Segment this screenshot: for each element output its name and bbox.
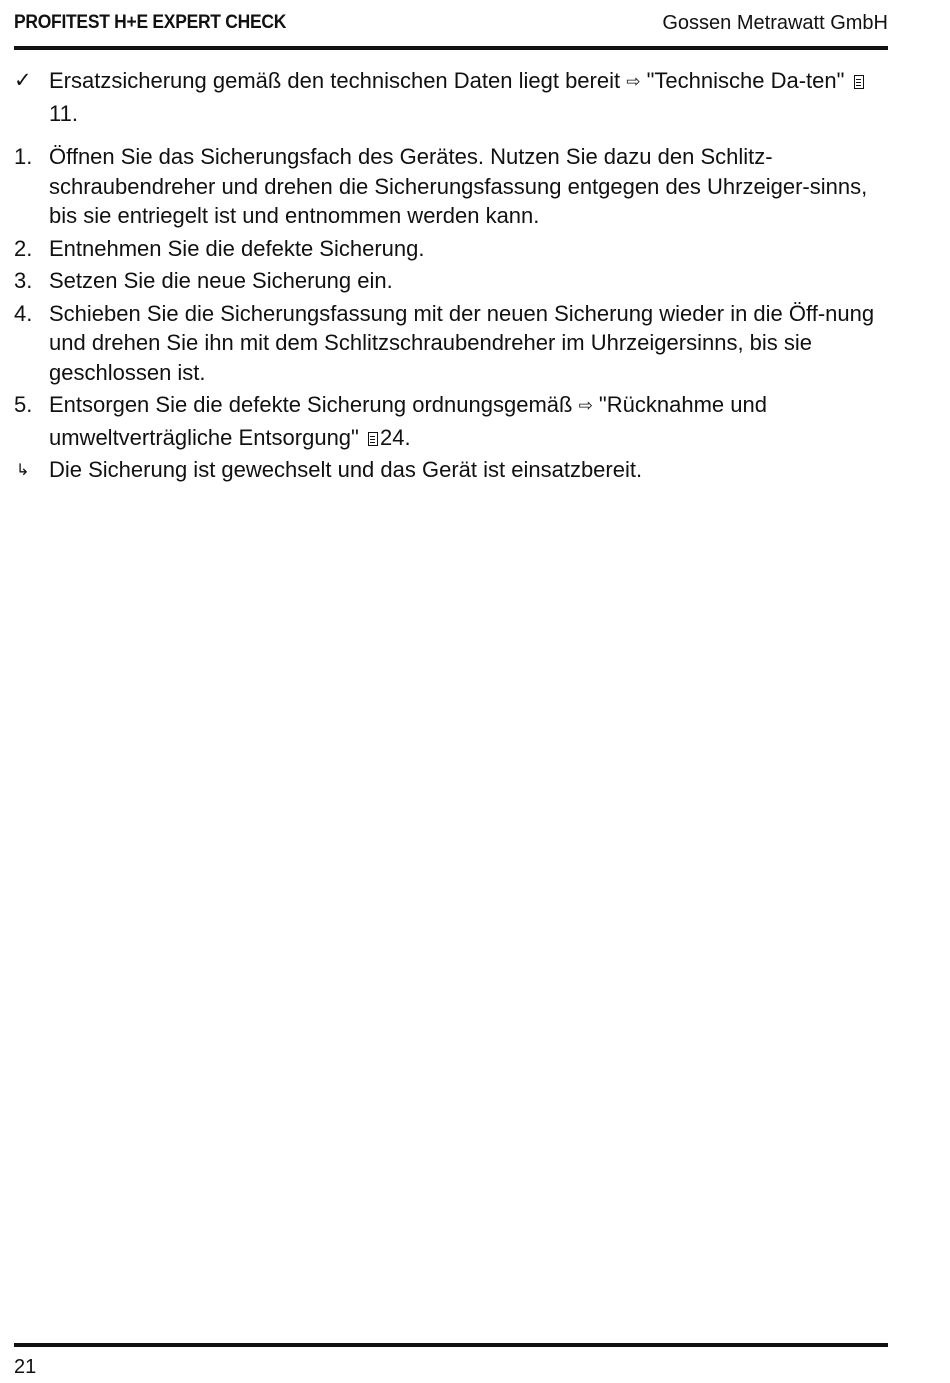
step-item xyxy=(14,266,894,296)
step-number: 2. xyxy=(14,235,33,261)
step-item xyxy=(14,390,894,452)
step-text: Schieben Sie die Sicherungsfassung mit der neuen Sicherung wieder in die Öff-nung und drehen Sie ihn mit dem Schlitzschraubendreher im Uhrzeigersinns, bis sie geschlossen ist. xyxy=(49,300,875,385)
precondition-item xyxy=(14,66,894,128)
result-text: Die Sicherung ist gewechselt und das Gerät ist einsatzbereit. xyxy=(49,457,643,482)
step-number: 4. xyxy=(14,300,33,326)
result-item xyxy=(14,455,894,485)
instruction-list xyxy=(14,66,894,485)
step-text: Öffnen Sie das Sicherungsfach des Gerätes. Nutzen Sie dazu den Schlitz-schraubendreher und drehen die Sicherungsfassung entgegen des Uhrzeiger-sinns, bis sie entriegelt ist und entnommen werden kann. xyxy=(49,144,868,228)
right-arrow-icon: ⇨ xyxy=(626,72,641,92)
step-number: 5. xyxy=(14,392,33,417)
step-text xyxy=(49,390,894,452)
precondition-page-ref[interactable]: 11. xyxy=(49,100,78,126)
step-text-before: Entsorgen Sie die defekte Sicherung ordnungsgemäß xyxy=(49,392,579,417)
footer-rule xyxy=(14,1343,888,1347)
header-rule xyxy=(14,46,888,50)
step-text: Entnehmen Sie die defekte Sicherung. xyxy=(49,235,425,261)
step-number: 1. xyxy=(14,144,33,169)
precondition-text xyxy=(49,66,894,128)
company-name: Gossen Metrawatt GmbH xyxy=(662,12,888,34)
checkmark-icon: ✓ xyxy=(14,68,32,92)
step-item xyxy=(14,142,894,231)
right-arrow-icon: ⇨ xyxy=(578,396,593,416)
page-reference-icon xyxy=(854,75,864,89)
step-item xyxy=(14,234,894,264)
step-reference[interactable]: "Rücknahme und umweltverträgliche Entsorgung" xyxy=(49,392,767,450)
step-page-ref[interactable]: 24. xyxy=(379,424,411,450)
step-item xyxy=(14,299,894,388)
page-reference-icon xyxy=(368,432,378,446)
page-number: 21 xyxy=(14,1356,37,1378)
document-title: PROFITEST H+E EXPERT CHECK xyxy=(14,12,287,33)
step-number: 3. xyxy=(14,268,33,293)
page-header xyxy=(14,12,888,40)
precondition-reference[interactable]: "Technische Da-ten" xyxy=(640,68,851,93)
step-text: Setzen Sie die neue Sicherung ein. xyxy=(49,268,393,293)
result-arrow-icon: ↳ xyxy=(16,460,30,479)
precondition-text-before: Ersatzsicherung gemäß den technischen Daten liegt bereit xyxy=(49,68,627,93)
